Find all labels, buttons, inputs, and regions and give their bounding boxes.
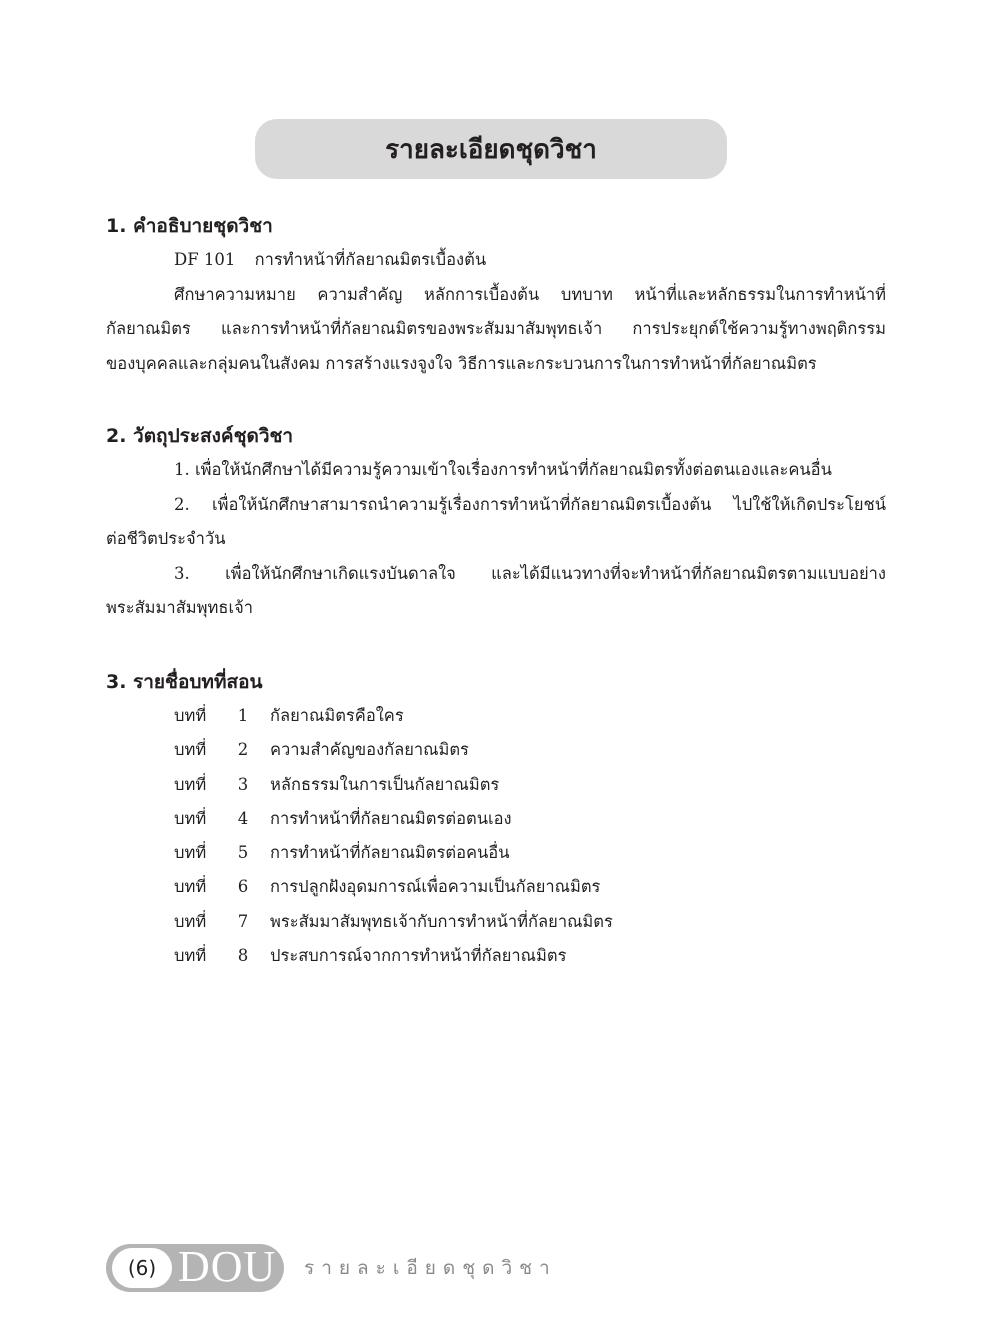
chapter-title: พระสัมมาสัมพุทธเจ้ากับการทำหน้าที่กัลยาณมิตร xyxy=(270,911,613,931)
chapter-word: บทที่ xyxy=(174,706,207,725)
section-chapter-list xyxy=(106,665,886,973)
section-heading: 3. รายชื่อบทที่สอน xyxy=(106,671,263,693)
chapter-title: การทำหน้าที่กัลยาณมิตรต่อตนเอง xyxy=(270,808,512,828)
chapter-title: การทำหน้าที่กัลยาณมิตรต่อคนอื่น xyxy=(270,843,510,863)
course-line xyxy=(106,243,886,278)
chapter-word: บทที่ xyxy=(174,911,207,931)
chapter-item xyxy=(106,733,886,767)
section-heading: 2. วัตถุประสงค์ชุดวิชา xyxy=(106,425,294,447)
chapter-word: บทที่ xyxy=(174,946,207,966)
page-number: (6) xyxy=(112,1248,172,1288)
title-banner xyxy=(255,119,727,179)
section-course-description xyxy=(106,209,886,381)
course-name: การทำหน้าที่กัลยาณมิตรเบื้องต้น xyxy=(254,250,487,269)
chapter-title: ความสำคัญของกัลยาณมิตร xyxy=(270,740,469,760)
chapter-word: บทที่ xyxy=(174,843,207,863)
chapter-number: 3 xyxy=(237,774,249,794)
description-line: กัลยาณมิตร และการทำหน้าที่กัลยาณมิตรของพระสัมมาสัมพุทธเจ้า การประยุกต์ใช้ความรู้ทางพฤติกรรม xyxy=(106,319,886,338)
chapter-title: ประสบการณ์จากการทำหน้าที่กัลยาณมิตร xyxy=(270,946,567,966)
chapter-number: 1 xyxy=(237,706,249,725)
chapter-item xyxy=(106,836,886,870)
chapter-number: 2 xyxy=(237,740,249,760)
chapter-word: บทที่ xyxy=(174,877,207,897)
chapter-number: 4 xyxy=(237,808,249,828)
description-line: ของบุคคลและกลุ่มคนในสังคม การสร้างแรงจูงใจ วิธีการและกระบวนการในการทำหน้าที่กัลยาณมิตร xyxy=(106,353,817,373)
chapter-word: บทที่ xyxy=(174,740,207,760)
chapter-item xyxy=(106,768,886,802)
chapter-item xyxy=(106,699,886,733)
chapter-list xyxy=(106,699,886,973)
chapter-number: 8 xyxy=(237,946,249,966)
running-title: รายละเอียดชุดวิชา xyxy=(304,1257,557,1279)
page-footer xyxy=(106,1244,557,1292)
chapter-item xyxy=(106,939,886,973)
chapter-item xyxy=(106,905,886,939)
chapter-title: กัลยาณมิตรคือใคร xyxy=(270,706,404,725)
footer-badge xyxy=(106,1244,284,1292)
chapter-word: บทที่ xyxy=(174,808,207,828)
chapter-number: 7 xyxy=(237,911,249,931)
chapter-title: หลักธรรมในการเป็นกัลยาณมิตร xyxy=(270,774,500,794)
objective-3: 3. เพื่อให้นักศึกษาเกิดแรงบันดาลใจ และได้มีแนวทางที่จะทำหน้าที่กัลยาณมิตรตามแบบอย่าง xyxy=(174,563,886,583)
page-title: รายละเอียดชุดวิชา xyxy=(385,134,597,165)
chapter-number: 5 xyxy=(237,843,249,863)
objective-2: 2. เพื่อให้นักศึกษาสามารถนำความรู้เรื่องการทำหน้าที่กัลยาณมิตรเบื้องต้น ไปใช้ให้เกิดประโยชน์ xyxy=(174,494,886,514)
chapter-title: การปลูกฝังอุดมการณ์เพื่อความเป็นกัลยาณมิตร xyxy=(270,877,601,897)
objective-1: 1. เพื่อให้นักศึกษาได้มีความรู้ความเข้าใจเรื่องการทำหน้าที่กัลยาณมิตรทั้งต่อตนเองและคนอื่น xyxy=(174,460,832,479)
chapter-number: 6 xyxy=(237,877,249,897)
objective-2-cont: ต่อชีวิตประจำวัน xyxy=(106,529,226,548)
brand-logo: DOU xyxy=(178,1242,277,1291)
section-heading: 1. คำอธิบายชุดวิชา xyxy=(106,215,273,237)
course-code: DF 101 xyxy=(174,250,236,269)
description-line: ศึกษาความหมาย ความสำคัญ หลักการเบื้องต้น บทบาท หน้าที่และหลักธรรมในการทำหน้าที่ xyxy=(174,284,886,304)
chapter-item xyxy=(106,802,886,836)
chapter-word: บทที่ xyxy=(174,774,207,794)
chapter-item xyxy=(106,870,886,904)
objective-3-cont: พระสัมมาสัมพุทธเจ้า xyxy=(106,598,254,617)
section-objectives xyxy=(106,419,886,626)
